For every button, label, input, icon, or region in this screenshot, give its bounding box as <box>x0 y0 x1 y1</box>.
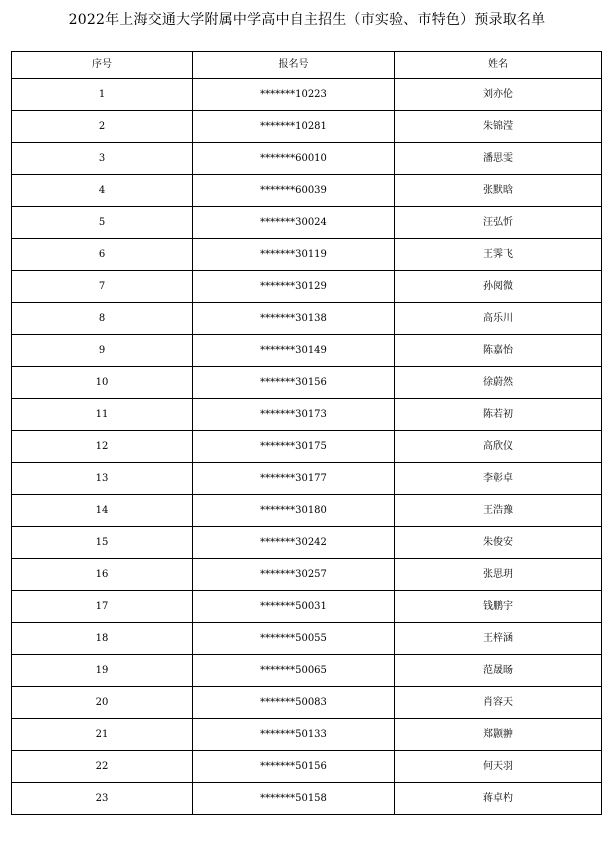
cell-reg-no: *******10281 <box>193 111 395 143</box>
cell-reg-no: *******50065 <box>193 655 395 687</box>
table-row <box>12 367 602 399</box>
cell-reg-no: *******60010 <box>193 143 395 175</box>
cell-reg-no: *******50156 <box>193 751 395 783</box>
cell-seq: 3 <box>12 143 193 175</box>
cell-reg-no: *******30180 <box>193 495 395 527</box>
cell-name: 郑颢翀 <box>395 719 602 751</box>
cell-name: 陈嘉怡 <box>395 335 602 367</box>
cell-name: 蒋卓杓 <box>395 783 602 815</box>
cell-reg-no: *******30129 <box>193 271 395 303</box>
cell-name: 王霁飞 <box>395 239 602 271</box>
cell-seq: 1 <box>12 79 193 111</box>
cell-seq: 11 <box>12 399 193 431</box>
cell-name: 钱鹏宇 <box>395 591 602 623</box>
column-header-reg-no: 报名号 <box>193 52 395 79</box>
table-row <box>12 335 602 367</box>
table-row <box>12 239 602 271</box>
cell-name: 汪弘忻 <box>395 207 602 239</box>
cell-name: 范晟旸 <box>395 655 602 687</box>
table-row <box>12 207 602 239</box>
page-title: 2022年上海交通大学附属中学高中自主招生（市实验、市特色）预录取名单 <box>68 12 546 28</box>
cell-name: 何天羽 <box>395 751 602 783</box>
cell-name: 孙阅微 <box>395 271 602 303</box>
cell-seq: 5 <box>12 207 193 239</box>
cell-seq: 8 <box>12 303 193 335</box>
cell-seq: 12 <box>12 431 193 463</box>
cell-seq: 19 <box>12 655 193 687</box>
table-row <box>12 303 602 335</box>
cell-name: 朱俊安 <box>395 527 602 559</box>
cell-reg-no: *******50055 <box>193 623 395 655</box>
cell-name: 陈若初 <box>395 399 602 431</box>
cell-seq: 6 <box>12 239 193 271</box>
cell-seq: 16 <box>12 559 193 591</box>
table-row <box>12 431 602 463</box>
cell-seq: 23 <box>12 783 193 815</box>
table-row <box>12 271 602 303</box>
cell-reg-no: *******60039 <box>193 175 395 207</box>
cell-reg-no: *******30173 <box>193 399 395 431</box>
cell-reg-no: *******10223 <box>193 79 395 111</box>
table-row <box>12 655 602 687</box>
table-row <box>12 623 602 655</box>
cell-reg-no: *******50133 <box>193 719 395 751</box>
cell-seq: 4 <box>12 175 193 207</box>
cell-seq: 22 <box>12 751 193 783</box>
cell-reg-no: *******30119 <box>193 239 395 271</box>
cell-seq: 21 <box>12 719 193 751</box>
cell-name: 朱锦滢 <box>395 111 602 143</box>
cell-name: 王梓涵 <box>395 623 602 655</box>
table-row <box>12 751 602 783</box>
table-row <box>12 111 602 143</box>
table-row <box>12 591 602 623</box>
cell-seq: 14 <box>12 495 193 527</box>
column-header-seq: 序号 <box>12 52 193 79</box>
table-row <box>12 783 602 815</box>
cell-name: 张思玥 <box>395 559 602 591</box>
cell-seq: 18 <box>12 623 193 655</box>
cell-seq: 9 <box>12 335 193 367</box>
cell-reg-no: *******50158 <box>193 783 395 815</box>
table-body <box>12 79 602 815</box>
cell-name: 李彰卓 <box>395 463 602 495</box>
table-row <box>12 687 602 719</box>
cell-reg-no: *******30156 <box>193 367 395 399</box>
cell-seq: 15 <box>12 527 193 559</box>
cell-reg-no: *******30257 <box>193 559 395 591</box>
cell-seq: 10 <box>12 367 193 399</box>
cell-seq: 20 <box>12 687 193 719</box>
cell-name: 高欣仪 <box>395 431 602 463</box>
cell-name: 肖容天 <box>395 687 602 719</box>
cell-reg-no: *******50083 <box>193 687 395 719</box>
cell-name: 徐蔚然 <box>395 367 602 399</box>
table-row <box>12 79 602 111</box>
cell-name: 王浩豫 <box>395 495 602 527</box>
table-header-row <box>12 52 602 79</box>
table-row <box>12 399 602 431</box>
cell-reg-no: *******30175 <box>193 431 395 463</box>
cell-seq: 17 <box>12 591 193 623</box>
column-header-name: 姓名 <box>395 52 602 79</box>
cell-seq: 13 <box>12 463 193 495</box>
cell-name: 刘亦伦 <box>395 79 602 111</box>
cell-reg-no: *******50031 <box>193 591 395 623</box>
table-row <box>12 719 602 751</box>
admission-list-table <box>11 51 602 815</box>
cell-reg-no: *******30138 <box>193 303 395 335</box>
table-row <box>12 527 602 559</box>
cell-reg-no: *******30024 <box>193 207 395 239</box>
cell-name: 高乐川 <box>395 303 602 335</box>
cell-name: 潘思雯 <box>395 143 602 175</box>
cell-seq: 2 <box>12 111 193 143</box>
cell-reg-no: *******30149 <box>193 335 395 367</box>
cell-reg-no: *******30242 <box>193 527 395 559</box>
cell-seq: 7 <box>12 271 193 303</box>
cell-reg-no: *******30177 <box>193 463 395 495</box>
table-row <box>12 463 602 495</box>
table-row <box>12 559 602 591</box>
table-row <box>12 143 602 175</box>
table-row <box>12 495 602 527</box>
table-row <box>12 175 602 207</box>
cell-name: 张默晗 <box>395 175 602 207</box>
